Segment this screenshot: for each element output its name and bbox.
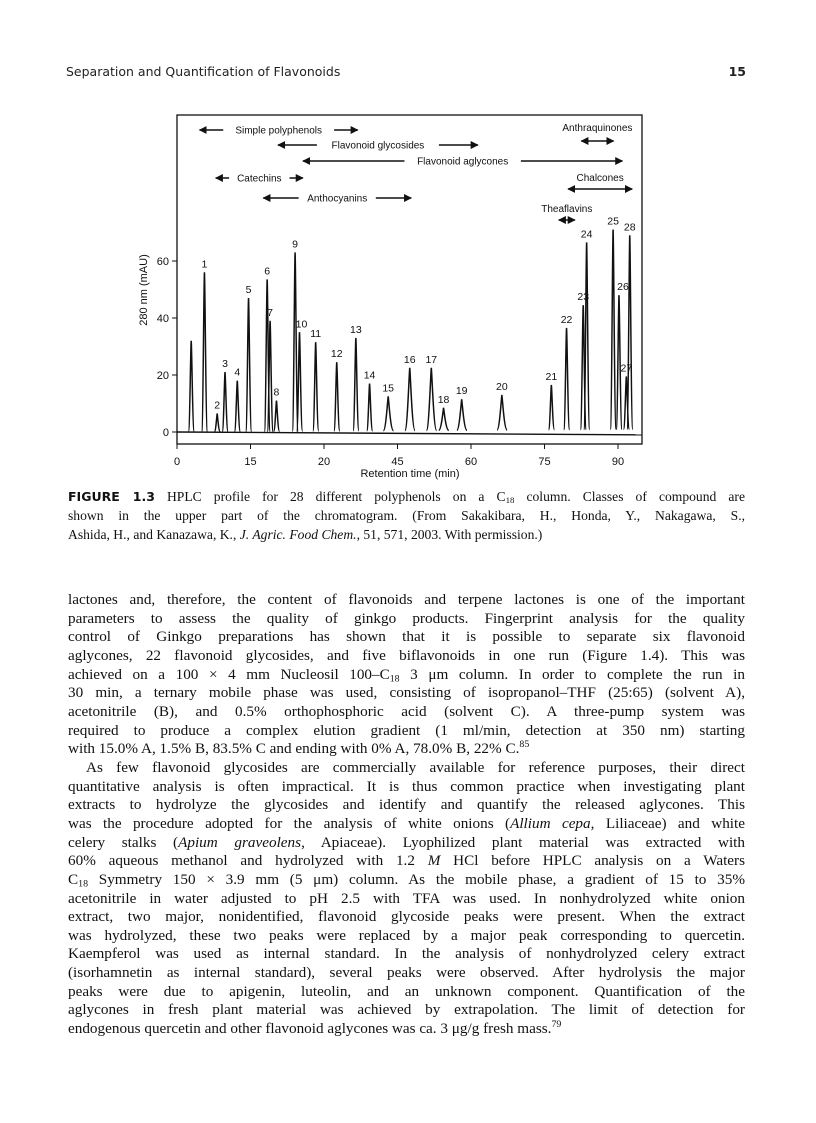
peak-label: 8 <box>273 386 280 399</box>
text-line <box>68 927 745 946</box>
peak-label: 20 <box>496 380 508 393</box>
peak-label: 22 <box>560 313 573 326</box>
text-segment: extracts to hydrolyze the glycosides and identify and quantify the released aglycones. This <box>68 796 745 814</box>
class-label: Chalcones <box>576 173 624 184</box>
text-segment: (isorhamnetin as internal standard), several peaks were observed. After hydrolysis the major <box>68 964 745 982</box>
text-segment: 18 <box>389 673 400 685</box>
peak-label: 11 <box>310 328 322 341</box>
text-segment: 18 <box>505 495 515 506</box>
chromatogram-peak <box>214 413 220 431</box>
text-segment: acetonitrile (B), and 0.5% orthophosphoric acid (solvent C). A three-pump system was <box>68 702 745 720</box>
text-segment: lactones and, therefore, the content of flavonoids and terpene lactones is one of the important <box>68 591 745 608</box>
text-line <box>68 703 745 722</box>
figure-label: FIGURE 1.3 <box>68 489 155 504</box>
peak-label: 12 <box>330 348 343 361</box>
class-label: Simple polyphenols <box>235 125 323 137</box>
paragraph <box>68 591 745 759</box>
chromatogram-peak <box>610 230 616 430</box>
chromatogram-peak <box>439 408 449 431</box>
text-segment: was hydrolyzed, these two peaks were replaced by a major peak corresponding to quercetin. <box>68 926 745 944</box>
peak-label: 13 <box>350 323 362 336</box>
peak-label: 26 <box>617 281 629 294</box>
page-number: 15 <box>728 64 746 79</box>
text-line <box>68 834 745 853</box>
text-line <box>68 908 745 927</box>
class-label: Anthocyanins <box>307 193 368 205</box>
text-segment: control of Ginkgo preparations has shown that it is possible to separate six flavonoid <box>68 628 745 646</box>
chromatogram-peak <box>334 362 340 431</box>
text-line <box>68 740 745 759</box>
peak-label: 3 <box>222 358 228 371</box>
text-line <box>68 871 745 890</box>
running-header <box>66 64 746 79</box>
peak-label: 7 <box>267 306 274 319</box>
text-line <box>68 1001 745 1020</box>
peak-label: 4 <box>234 366 241 379</box>
text-segment: aglycones in fresh plant material was achieved by extrapolation. The limit of detection for <box>68 1001 745 1019</box>
chromatogram-peak <box>353 338 359 431</box>
chromatogram-peak <box>367 384 373 431</box>
text-segment: Kaempferol was used as internal standard. In the analysis of nonhydrolyzed celery extract <box>68 945 745 963</box>
text-segment: extract, two major, nonidentified, flavonoid glycoside peaks were present. When the extract <box>68 908 745 926</box>
y-tick-label: 20 <box>156 370 169 382</box>
peak-label: 25 <box>607 215 619 228</box>
x-tick-label: 60 <box>464 456 478 468</box>
caption-line <box>68 506 745 525</box>
reference-superscript: 85 <box>519 739 530 751</box>
text-segment: Apium graveolens <box>178 833 302 851</box>
x-tick-label: 90 <box>611 456 625 468</box>
text-line <box>68 666 745 685</box>
peak-label: 28 <box>623 221 636 234</box>
peak-label: 18 <box>437 393 450 406</box>
text-line <box>68 722 745 741</box>
peak-label: 5 <box>245 284 252 297</box>
x-tick-label: 15 <box>244 456 257 468</box>
peak-label: 1 <box>201 258 208 271</box>
text-line <box>68 610 745 629</box>
chromatogram-peak <box>549 385 555 430</box>
text-segment: shown in the upper part of the chromatogram. (From Sakakibara, H., Honda, Y., Nakagawa, S., <box>68 508 745 523</box>
figure-caption <box>68 487 745 544</box>
text-segment: required to produce a complex elution gradient (1 ml/min, detection at 350 nm) starting <box>68 721 745 739</box>
text-segment: achieved on a 100 × 4 mm Nucleosil 100–C <box>68 665 390 683</box>
chromatogram-peak <box>497 395 507 430</box>
text-segment: Allium cepa <box>510 814 591 832</box>
text-segment: quantitative analysis is often impractical. It is thus common practice when investigating plant <box>68 777 745 795</box>
text-segment: Symmetry 150 × 3.9 mm (5 μm) column. As the mobile phase, a gradient of 15 to 35% <box>88 870 745 888</box>
peak-label: 24 <box>580 228 593 241</box>
text-segment: 30 min, a ternary mobile phase was used, consisting of isopropanol–THF (25:65) (solvent A), <box>68 684 745 702</box>
peak-label: 23 <box>577 291 590 304</box>
chromatogram-baseline <box>177 432 642 435</box>
class-label: Theaflavins <box>541 204 593 215</box>
peak-label: 9 <box>292 238 299 251</box>
caption-line <box>68 487 745 506</box>
text-segment: , 51, 571, 2003. With permission.) <box>356 527 543 542</box>
caption-line <box>68 525 745 544</box>
chromatogram-peak <box>405 368 415 431</box>
class-label: Anthraquinones <box>562 123 633 134</box>
text-segment: C <box>68 870 79 888</box>
x-tick-label: 75 <box>538 456 551 468</box>
chromatogram-peak <box>627 235 633 429</box>
chromatogram-peak <box>202 272 208 431</box>
text-line <box>68 1020 745 1039</box>
chromatogram-peak <box>188 341 194 432</box>
text-segment: M <box>427 852 441 870</box>
chromatogram-peak <box>313 342 319 431</box>
text-line <box>68 796 745 815</box>
text-segment: HCl before HPLC analysis on a Waters <box>440 852 745 870</box>
text-segment: celery stalks ( <box>68 833 179 851</box>
peak-label: 21 <box>545 370 558 383</box>
text-segment: Ashida, H., and Kanazawa, K., <box>68 527 240 542</box>
peak-label: 2 <box>214 399 221 412</box>
hplc-chromatogram <box>130 110 690 480</box>
peak-label: 16 <box>403 353 416 366</box>
text-line <box>68 815 745 834</box>
body-text <box>68 591 745 1039</box>
text-line <box>68 983 745 1002</box>
x-tick-label: 20 <box>317 456 331 468</box>
text-segment: 60% aqueous methanol and hydrolyzed with 1.2 <box>68 852 428 870</box>
x-tick-label: 45 <box>391 456 404 468</box>
text-line <box>68 964 745 983</box>
text-segment: As few flavonoid glycosides are commercially available for reference purposes, their direct <box>86 758 745 776</box>
reference-superscript: 79 <box>551 1019 562 1031</box>
text-segment: aglycones, 22 flavonoid glycosides, and five biflavonoids in one run (Figure 1.4). This was <box>68 646 745 664</box>
text-segment: peaks were due to apigenin, luteolin, and an unknown component. Quantification of the <box>68 982 745 1000</box>
text-line <box>68 945 745 964</box>
text-line <box>68 852 745 871</box>
peak-label: 27 <box>620 362 633 375</box>
text-line <box>68 759 745 778</box>
text-line <box>68 591 745 610</box>
class-label: Flavonoid aglycones <box>417 156 509 168</box>
class-label: Flavonoid glycosides <box>331 140 425 152</box>
x-tick-label: 0 <box>173 456 181 468</box>
y-tick-label: 60 <box>156 256 169 268</box>
peak-label: 10 <box>295 318 308 331</box>
text-segment: J. Agric. Food Chem. <box>239 527 357 542</box>
paragraph <box>68 759 745 1039</box>
text-segment: 18 <box>78 878 89 890</box>
peak-label: 15 <box>382 382 395 395</box>
text-segment: 3 μm column. In order to complete the run in <box>399 665 745 683</box>
text-line <box>68 647 745 666</box>
chromatogram-peak <box>564 328 570 430</box>
y-tick-label: 40 <box>156 313 169 325</box>
chromatogram-peak <box>584 242 590 429</box>
text-segment: HPLC profile for 28 different polyphenols on a C <box>154 489 506 504</box>
chromatogram-peak <box>383 396 393 430</box>
chromatogram-peak <box>427 368 437 431</box>
text-segment: column. Classes of compound are <box>514 489 745 504</box>
peak-label: 6 <box>264 265 271 278</box>
text-segment: with 15.0% A, 1.5% B, 83.5% C and ending with 0% A, 78.0% B, 22% C. <box>68 740 520 758</box>
x-axis-label: Retention time (min) <box>360 468 460 480</box>
chromatogram-peak <box>297 332 303 431</box>
text-line <box>68 628 745 647</box>
text-line <box>68 890 745 909</box>
chromatogram-peak <box>246 298 252 432</box>
text-segment: endogenous quercetin and other flavonoid aglycones was ca. 3 μg/g fresh mass. <box>68 1020 552 1038</box>
chromatogram-peak <box>234 381 240 432</box>
chromatogram-peak <box>457 399 467 430</box>
chromatogram-peak <box>222 372 228 432</box>
peak-label: 19 <box>455 385 468 398</box>
peak-label: 14 <box>363 369 376 382</box>
y-axis-label: 280 nm (mAU) <box>138 254 150 326</box>
chromatogram-peak <box>274 401 280 432</box>
text-segment: , Liliaceae) and white <box>590 814 745 832</box>
running-title: Separation and Quantification of Flavonoids <box>66 64 341 79</box>
text-line <box>68 684 745 703</box>
text-segment: acetonitrile in water adjusted to pH 2.5 with TFA was used. In nonhydrolyzed white onion <box>68 889 745 907</box>
text-segment: parameters to assess the quality of ginkgo products. Fingerprint analysis for the quality <box>68 609 745 627</box>
y-tick-label: 0 <box>162 427 169 439</box>
class-label: Catechins <box>237 173 282 185</box>
text-segment: , Apiaceae). Lyophilized plant material was extracted with <box>301 833 745 851</box>
text-line <box>68 778 745 797</box>
peak-label: 17 <box>425 353 438 366</box>
text-segment: was the procedure adopted for the analysis of white onions ( <box>68 814 511 832</box>
